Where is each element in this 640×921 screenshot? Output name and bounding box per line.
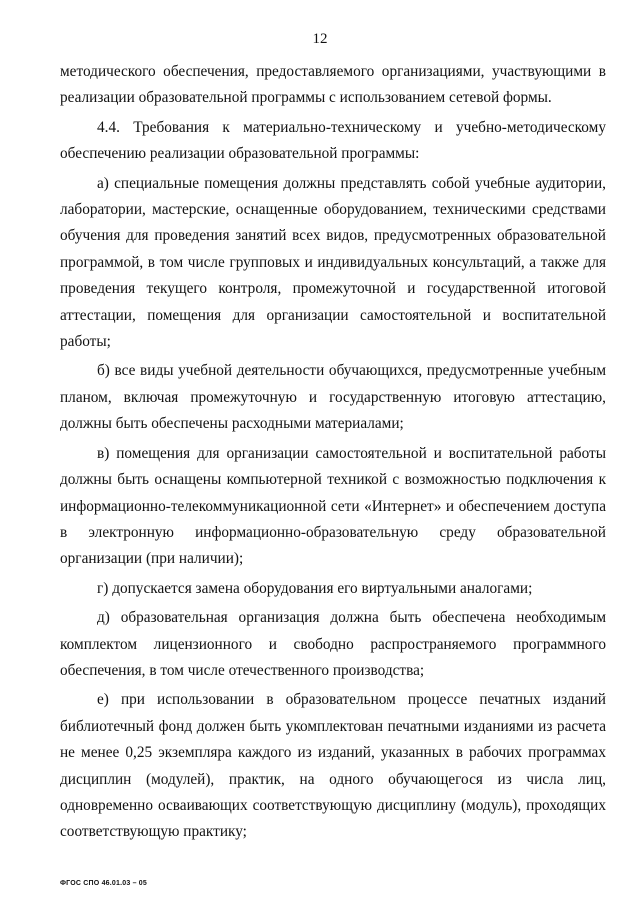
paragraph-item-v: в) помещения для организации самостоятельной и воспитательной работы должны быть оснащены компьютерной техникой с возможностью подключения к информационно-телекоммуникационной сети «Интернет» и обеспечением доступа в электронную информационно-образовательную среду образовательной организации (при наличии); [60, 444, 606, 568]
paragraph-item-d: д) образовательная организация должна быть обеспечена необходимым комплектом лицензионного и свободно распространяемого программного обеспечения, в том числе отечественного производства; [60, 609, 606, 679]
paragraph-item-e: е) при использовании в образовательном процессе печатных изданий библиотечный фонд должен быть укомплектован печатными изданиями из расчета не менее 0,25 экземпляра каждого из изданий, указанных в рабочих программах дисциплин (модулей), практик, на одного обучающегося из числа лиц, одновременно осваивающих соответствующую дисциплину (модуль), проходящих соответствующую практику; [60, 691, 606, 841]
paragraph-item-b: б) все виды учебной деятельности обучающихся, предусмотренные учебным планом, включая промежуточную и государственную итоговую аттестацию, должны быть обеспечены расходными материалами; [60, 362, 606, 433]
paragraph-item-g: г) допускается замена оборудования его виртуальными аналогами; [97, 579, 533, 597]
page-number: 12 [312, 31, 328, 47]
paragraph-item-a: а) специальные помещения должны представлять собой учебные аудитории, лаборатории, мастерские, оснащенные оборудованием, техническими средствами обучения для проведения занятий всех видов, предусмотренных образовательной программой, в том числе групповых и индивидуальных консультаций, а также для проведения текущего контроля, промежуточной и государственной итоговой аттестации, помещения для организации самостоятельной и воспитательной работы; [60, 174, 606, 351]
paragraph-continuation: методического обеспечения, предоставляемого организациями, участвующими в реализации образовательной программы с использованием сетевой формы. [60, 63, 606, 107]
document-footer: ФГОС СПО 46.01.03 – 05 [60, 880, 147, 887]
document-body [60, 59, 606, 849]
paragraph-section-4-4: 4.4. Требования к материально-техническому и учебно-методическому обеспечению реализации образовательной программы: [60, 118, 606, 163]
